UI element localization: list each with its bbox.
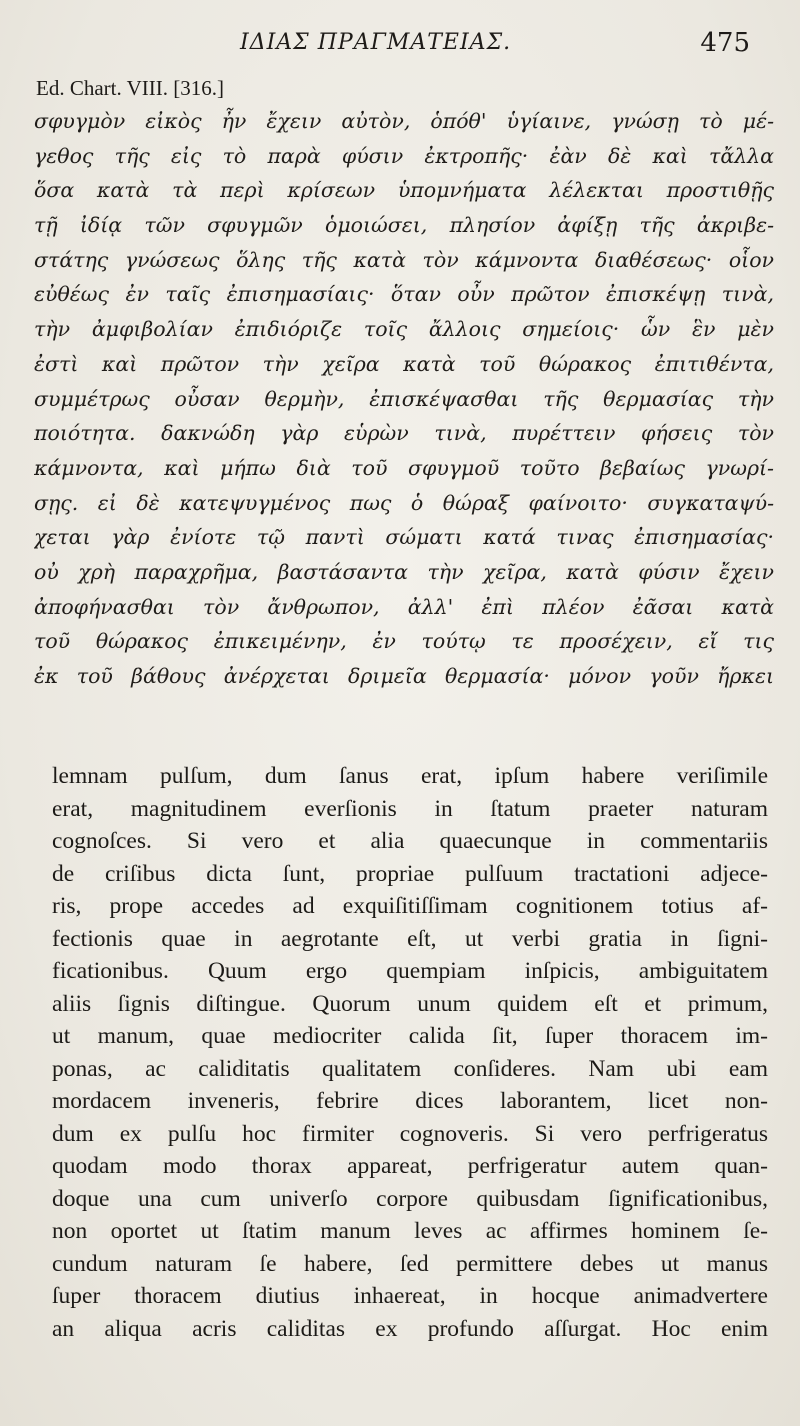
greek-text-line: ὅσα κατὰ τὰ περὶ κρίσεων ὑπομνήματα λέλεκται προστιθῇς xyxy=(34,178,774,203)
greek-text-line: εὐθέως ἐν ταῖς ἐπισημασίαις· ὅταν οὖν πρῶτον ἐπισκέψῃ τινὰ, xyxy=(34,282,774,307)
latin-text-line: ſuper thoracem diutius inhaereat, in hocque animadvertere xyxy=(52,1283,768,1309)
latin-text-line: dum ex pulſu hoc firmiter cognoveris. Si vero perfrigeratus xyxy=(52,1120,768,1147)
latin-text-block xyxy=(52,760,768,1345)
page-header xyxy=(0,26,800,66)
greek-text-line: τῇ ἰδίᾳ τῶν σφυγμῶν ὁμοιώσει, πλησίον ἀφίξῃ τῆς ἀκριβε- xyxy=(34,213,774,238)
latin-text-line: erat, magnitudinem everſionis in ſtatum praeter naturam xyxy=(52,795,768,822)
greek-text-line: συμμέτρως οὖσαν θερμὴν, ἐπισκέψασθαι τῆς θερμασίας τὴν xyxy=(34,386,774,411)
latin-text-line: ut manum, quae mediocriter calida ſit, ſuper thoracem im- xyxy=(52,1023,768,1049)
greek-text-line: γεθος τῆς εἰς τὸ παρὰ φύσιν ἐκτροπῆς· ἐὰν δὲ καὶ τἄλλα xyxy=(34,143,774,168)
greek-text-line: ἐκ τοῦ βάθους ἀνέρχεται δριμεῖα θερμασία· μόνον γοῦν ἤρκει xyxy=(34,664,774,688)
latin-text-line: ris, prope accedes ad exquiſitiſſimam cognitionem totius af- xyxy=(52,893,768,919)
greek-text-line: ἀποφήνασθαι τὸν ἄνθρωπον, ἀλλ' ἐπὶ πλέον ἐᾶσαι κατὰ xyxy=(34,594,774,619)
greek-text-line: κάμνοντα, καὶ μήπω διὰ τοῦ σφυγμοῦ τοῦτο βεβαίως γνωρί- xyxy=(34,455,774,480)
latin-text-line: ficationibus. Quum ergo quempiam inſpicis, ambiguitatem xyxy=(52,958,768,984)
edition-reference: Ed. Chart. VIII. [316.] xyxy=(36,76,224,100)
greek-text-line: χεται γὰρ ἐνίοτε τῷ παντὶ σώματι κατά τινας ἐπισημασίας· xyxy=(34,525,774,550)
latin-text-line: an aliqua acris caliditas ex profundo aſſurgat. Hoc enim xyxy=(52,1315,768,1342)
greek-text-line: στάτης γνώσεως ὅλης τῆς κατὰ τὸν κάμνοντα διαθέσεως· οἷον xyxy=(34,247,774,272)
greek-text-line: οὐ χρὴ παραχρῆμα, βαστάσαντα τὴν χεῖρα, κατὰ φύσιν ἔχειν xyxy=(34,559,774,584)
latin-text-line: cundum naturam ſe habere, ſed permittere debes ut manus xyxy=(52,1250,768,1277)
latin-text-line: mordacem inveneris, febrire dices laborantem, licet non- xyxy=(52,1088,768,1114)
greek-text-line: σῃς. εἰ δὲ κατεψυγμένος πως ὁ θώραξ φαίνοιτο· συγκαταψύ- xyxy=(34,490,774,515)
latin-text-line: doque una cum univerſo corpore quibusdam ſignificationibus, xyxy=(52,1185,768,1212)
latin-text-line: quodam modo thorax appareat, perfrigeratur autem quan- xyxy=(52,1153,768,1179)
greek-text-block xyxy=(34,104,774,694)
latin-text-line: non oportet ut ſtatim manum leves ac affirmes hominem ſe- xyxy=(52,1218,768,1244)
greek-text-line: ἐστὶ καὶ πρῶτον τὴν χεῖρα κατὰ τοῦ θώρακος ἐπιτιθέντα, xyxy=(34,351,774,376)
latin-text-line: cognoſces. Si vero et alia quaecunque in commentariis xyxy=(52,828,768,854)
greek-text-line: τοῦ θώρακος ἐπικειμένην, ἐν τούτῳ τε προσέχειν, εἴ τις xyxy=(34,629,774,654)
latin-text-line: ponas, ac caliditatis qualitatem conſideres. Nam ubi eam xyxy=(52,1055,768,1082)
latin-text-line: aliis ſignis diſtingue. Quorum unum quidem eſt et primum, xyxy=(52,990,768,1017)
latin-text-line: lemnam pulſum, dum ſanus erat, ipſum habere veriſimile xyxy=(52,763,768,789)
greek-text-line: τὴν ἀμφιβολίαν ἐπιδιόριζε τοῖς ἄλλοις σημείοις· ὧν ἓν μὲν xyxy=(34,317,774,342)
running-title: ΙΔΙΑΣ ΠΡΑΓΜΑΤΕΙΑΣ. xyxy=(240,30,512,55)
greek-text-line: ποιότητα. δακνώδη γὰρ εὑρὼν τινὰ, πυρέττειν φήσεις τὸν xyxy=(34,421,774,446)
latin-text-line: fectionis quae in aegrotante eſt, ut verbi gratia in ſigni- xyxy=(52,925,768,952)
greek-text-line: σφυγμὸν εἰκὸς ἦν ἔχειν αὐτὸν, ὁπόθ' ὑγίαινε, γνώσῃ τὸ μέ- xyxy=(34,109,774,133)
latin-text-line: de criſibus dicta ſunt, propriae pulſuum tractationi adjece- xyxy=(52,860,768,887)
page-number: 475 xyxy=(700,28,750,58)
